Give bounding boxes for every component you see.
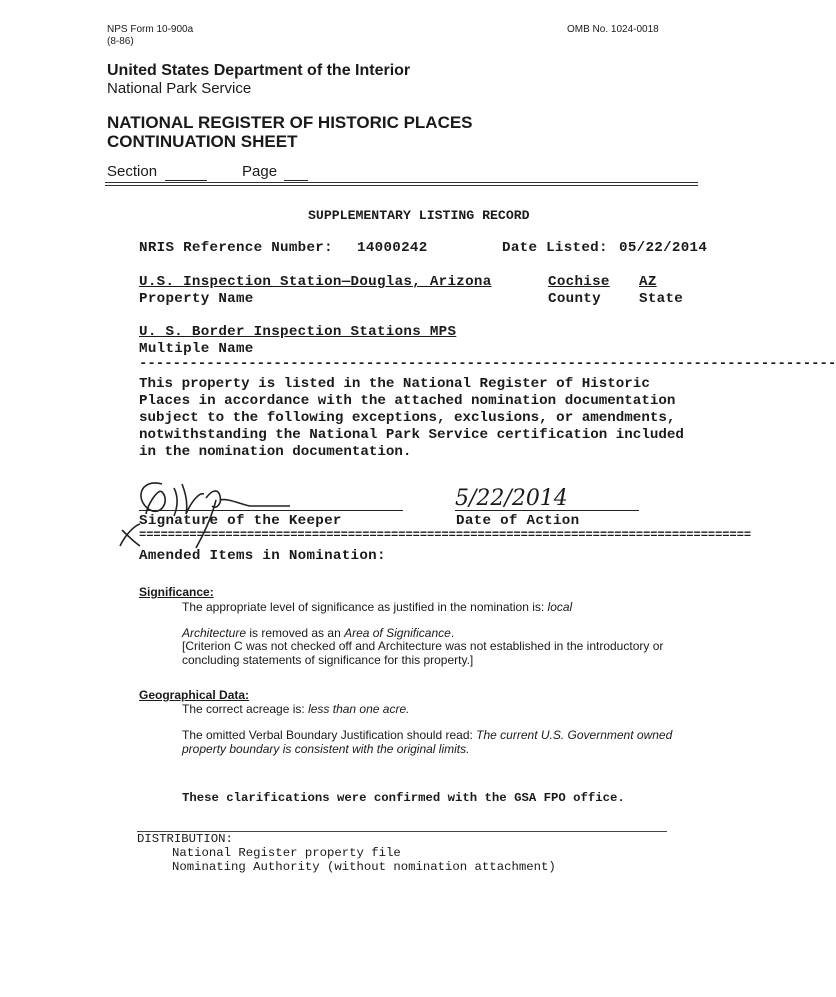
date-of-action-label: Date of Action: [456, 513, 580, 529]
significance-heading: Significance:: [139, 585, 214, 599]
state-value: AZ: [639, 274, 657, 290]
statement-line-5: in the nomination documentation.: [139, 444, 412, 460]
boundary-text: The omitted Verbal Boundary Justification should read:: [182, 728, 477, 742]
property-name-label: Property Name: [139, 291, 254, 307]
page-title: NATIONAL REGISTER OF HISTORIC PLACES: [107, 113, 473, 132]
form-date: (8-86): [107, 36, 134, 47]
significance-removal-end: .: [450, 626, 455, 640]
date-listed-label: Date Listed:: [502, 240, 608, 256]
clarification-note: These clarifications were confirmed with the GSA FPO office.: [182, 791, 625, 805]
header-rule-bottom: [105, 185, 698, 186]
county-value: Cochise: [548, 274, 610, 290]
multiple-name-label: Multiple Name: [139, 341, 254, 357]
significance-level: [182, 600, 572, 614]
section-label: Section: [107, 163, 158, 180]
record-heading: SUPPLEMENTARY LISTING RECORD: [308, 208, 530, 223]
page-label: Page: [242, 163, 278, 180]
signature-line: [139, 510, 403, 511]
boundary-justification: [182, 728, 712, 756]
omb-number: OMB No. 1024-0018: [567, 24, 659, 35]
acreage-correction: [182, 702, 409, 716]
significance-removal-text: is removed as an: [246, 626, 345, 640]
significance-area-name: Architecture: [182, 626, 247, 640]
distribution-item-2: Nominating Authority (without nomination attachment): [172, 860, 556, 874]
property-name: U.S. Inspection Station—Douglas, Arizona: [139, 274, 492, 290]
statement-line-4: notwithstanding the National Park Service certification included: [139, 427, 684, 443]
distribution-item-1: National Register property file: [172, 846, 401, 860]
date-of-action-line: [455, 510, 639, 511]
significance-level-text: The appropriate level of significance as justified in the nomination is:: [182, 600, 548, 614]
nris-label: NRIS Reference Number:: [139, 240, 333, 256]
signature-label: Signature of the Keeper: [139, 513, 342, 529]
significance-note: [Criterion C was not checked off and Architecture was not established in the introductory or concluding statements of significance for this property.]: [182, 639, 664, 667]
county-label: County: [548, 291, 601, 307]
page-blank: [284, 180, 308, 181]
header-rule-top: [105, 182, 698, 183]
significance-area-term: Area of Significance: [344, 626, 451, 640]
geographical-heading: Geographical Data:: [139, 688, 250, 702]
nris-value: 14000242: [357, 240, 428, 256]
date-of-action-handwritten: 5/22/2014: [455, 486, 568, 511]
multiple-name: U. S. Border Inspection Stations MPS: [139, 324, 457, 340]
distribution-heading: DISTRIBUTION:: [137, 832, 233, 846]
amended-items-heading: Amended Items in Nomination:: [139, 548, 386, 564]
statement-line-1: This property is listed in the National Register of Historic: [139, 376, 650, 392]
acreage-value: less than one acre.: [308, 702, 410, 716]
section-blank: [165, 180, 207, 181]
statement-line-2: Places in accordance with the attached nomination documentation: [139, 393, 676, 409]
department-name: United States Department of the Interior: [107, 62, 411, 79]
agency-name: National Park Service: [107, 80, 252, 97]
form-number: NPS Form 10-900a: [107, 24, 194, 35]
statement-line-3: subject to the following exceptions, exclusions, or amendments,: [139, 410, 676, 426]
dash-rule: -----------------------------------------------------------------------------------: [139, 356, 836, 372]
page-subtitle: CONTINUATION SHEET: [107, 132, 298, 151]
boundary-value: The current U.S. Government owned property boundary is consistent with the original limits.: [182, 728, 673, 756]
state-label: State: [639, 291, 684, 307]
acreage-text: The correct acreage is:: [182, 702, 309, 716]
significance-removal: [182, 626, 454, 640]
date-listed-value: 05/22/2014: [619, 240, 708, 256]
significance-level-value: local: [547, 600, 573, 614]
equals-rule: =====================================================================================: [139, 528, 752, 542]
